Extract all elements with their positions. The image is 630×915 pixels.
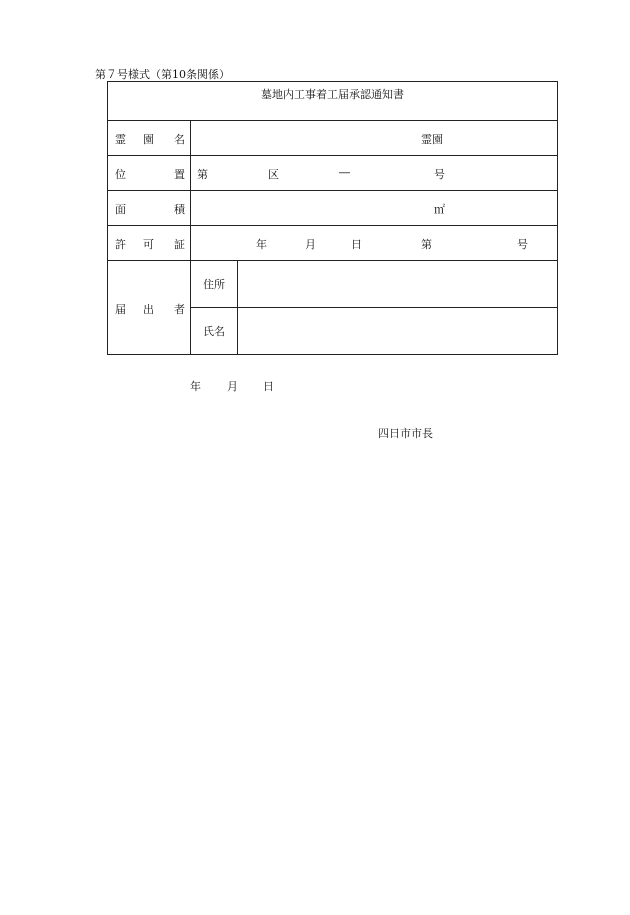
permit-value[interactable]: 年 月 日 第 号 — [191, 226, 558, 261]
notice-date: 年 月 日 — [190, 380, 274, 393]
location-value[interactable]: 第 区 ― 号 — [191, 156, 558, 191]
area-unit: ㎡ — [434, 203, 445, 216]
address-field[interactable] — [238, 261, 558, 308]
name-label: 氏名 — [191, 308, 238, 355]
title-row — [108, 82, 558, 121]
location-row — [108, 156, 558, 191]
area-value[interactable] — [191, 191, 558, 226]
area-row — [108, 191, 558, 226]
permit-label: 許 可 証 — [108, 226, 191, 261]
location-label: 位 置 — [108, 156, 191, 191]
cemetery-value[interactable] — [191, 121, 558, 156]
cemetery-label: 霊 園 名 — [108, 121, 191, 156]
cemetery-suffix: 霊園 — [421, 133, 443, 146]
name-field[interactable] — [238, 308, 558, 355]
applicant-address-row — [108, 261, 558, 308]
address-label: 住所 — [191, 261, 238, 308]
form-number: 第７号様式（第10条関係） — [95, 68, 230, 81]
cemetery-row — [108, 121, 558, 156]
area-label: 面 積 — [108, 191, 191, 226]
form-title: 墓地内工事着工届承認通知書 — [108, 82, 558, 121]
applicant-label: 届 出 者 — [108, 261, 191, 355]
notice-form-table — [107, 81, 558, 355]
issuer-name: 四日市市長 — [378, 427, 433, 440]
permit-row — [108, 226, 558, 261]
